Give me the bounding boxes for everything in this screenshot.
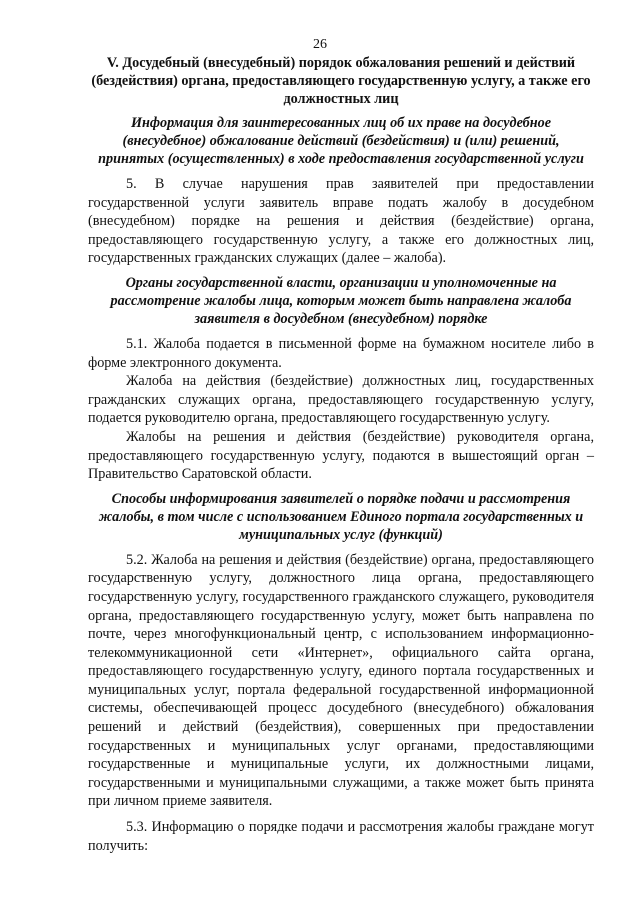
page-number: 26 [313, 37, 327, 52]
chapter-title: V. Досудебный (внесудебный) порядок обжалования решений и действий (бездействия) органа, предоставляющего государственную услугу, а также его должностных лиц [91, 55, 591, 107]
section-heading-1: Информация для заинтересованных лиц об их праве на досудебное (внесудебное) обжалование действий (бездействия) и (или) решений, принятых (осуществленных) в ходе предоставления государственной услуги [98, 115, 584, 167]
paragraph-5-2: 5.2. Жалоба на решения и действия (бездействие) органа, предоставляющего государственную услугу, должностного лица органа, предоставляющего государственную услугу, государственного гражданского служащего, руководителя органа, предоставляющего государственную услугу, может быть направлена по почте, через многофункциональный центр, с использованием информационно-телекоммуникационной сети «Интернет», официального сайта органа, предоставляющего государственную услугу, единого портала государственных и муниципальных услуг, портала федеральной государственной информационной системы, обеспечивающей процесс досудебного (внесудебного) обжалования решений и действий (бездействия), совершенных при предоставлении государственных и муниципальных услуг органами, предоставляющими государственные и муниципальные услуги, их должностными лицами, государственными и муниципальными служащими, а также может быть принята при личном приеме заявителя. [88, 551, 594, 810]
page-content [88, 54, 594, 855]
paragraph-5-1-officials: Жалоба на действия (бездействие) должностных лиц, государственных гражданских служащих органа, предоставляющего государственную услугу, подается руководителю органа, предоставляющего государственную услугу. [88, 373, 594, 427]
paragraph-spacer [88, 811, 594, 818]
paragraph-5: 5. В случае нарушения прав заявителей при предоставлении государственной услуги заявитель вправе подать жалобу в досудебном (внесудебном) порядке на решения и действия (бездействие) органа, предоставляющего государственную услугу, а также его должностных лиц, государственных гражданских служащих (далее – жалоба). [88, 176, 594, 267]
paragraph-5-1: 5.1. Жалоба подается в письменной форме на бумажном носителе либо в форме электронного документа. [88, 335, 594, 371]
paragraph-5-1-head: Жалобы на решения и действия (бездействие) руководителя органа, предоставляющего государственную услугу, подаются в вышестоящий орган – Правительство Саратовской области. [88, 428, 594, 483]
section-heading-3: Способы информирования заявителей о порядке подачи и рассмотрения жалобы, в том числе с использованием Единого портала государственных и муниципальных услуг (функций) [98, 490, 584, 543]
section-heading-2: Органы государственной власти, организации и уполномоченные на рассмотрение жалобы лица, которым может быть направлена жалоба заявителя в досудебном (внесудебном) порядке [110, 274, 572, 327]
paragraph-5-3: 5.3. Информацию о порядке подачи и рассмотрения жалобы граждане могут получить: [88, 819, 594, 854]
